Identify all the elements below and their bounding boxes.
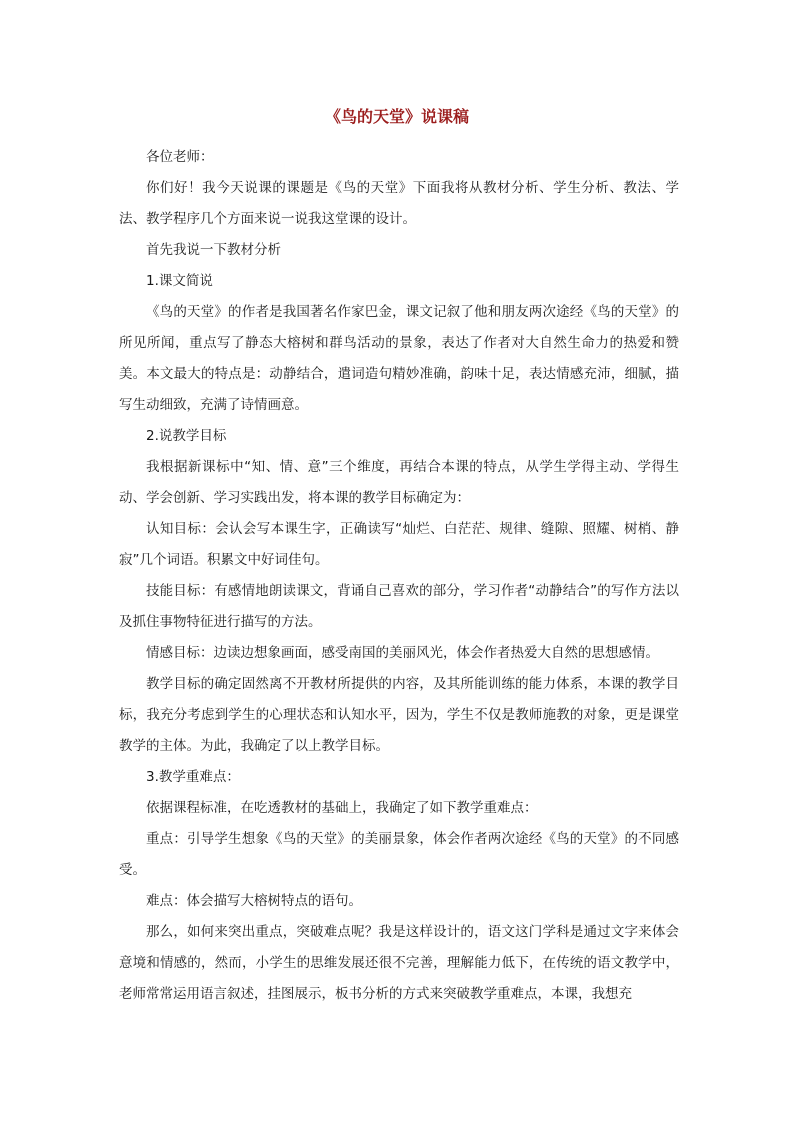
heading-2: 2.说教学目标 [146, 428, 227, 444]
paragraph-difficult-point: 难点：体会描写大榕树特点的语句。 [146, 893, 362, 909]
heading-1: 1.课文简说 [146, 273, 213, 289]
paragraph-skill-goal: 技能目标：有感情地朗读课文，背诵自己喜欢的部分，学习作者“动静结合”的写作方法以及抓住事物特征进行描写的方法。 [119, 583, 679, 630]
paragraph-text-summary: 《鸟的天堂》的作者是我国著名作家巴金，课文记叙了他和朋友两次途经《鸟的天堂》的所见所闻，重点写了静态大榕树和群鸟活动的景象，表达了作者对大自然生命力的热爱和赞美。本文最大的特点是：动静结合，遣词造句精妙准确，韵味十足，表达情感充沛，细腻，描写生动细致，充满了诗情画意。 [119, 304, 679, 413]
paragraph-goals-rationale: 教学目标的确定固然离不开教材所提供的内容，及其所能训练的能力体系，本课的教学目标，我充分考虑到学生的心理状态和认知水平，因为，学生不仅是教师施教的对象，更是课堂教学的主体。为此，我确定了以上教学目标。 [119, 676, 679, 754]
paragraph-goals-intro: 我根据新课标中“知、情、意”三个维度，再结合本课的特点，从学生学得主动、学得生动、学会创新、学习实践出发，将本课的教学目标确定为： [119, 459, 679, 506]
paragraph-difficulty-intro: 依据课程标准，在吃透教材的基础上，我确定了如下教学重难点： [146, 800, 538, 816]
paragraph-cognitive-goal: 认知目标：会认会写本课生字，正确读写“灿烂、白茫茫、规律、缝隙、照耀、树梢、静寂”几个词语。积累文中好词佳句。 [119, 521, 679, 568]
heading-3: 3.教学重难点： [146, 769, 240, 785]
paragraph-greeting: 各位老师： [146, 149, 214, 165]
paragraph-intro: 你们好！我今天说课的课题是《鸟的天堂》下面我将从教材分析、学生分析、教法、学法、教学程序几个方面来说一说我这堂课的设计。 [119, 180, 679, 227]
document-title: 《鸟的天堂》说课稿 [324, 107, 469, 126]
paragraph-approach: 那么，如何来突出重点，突破难点呢？我是这样设计的，语文这门学科是通过文字来体会意境和情感的，然而，小学生的思维发展还很不完善，理解能力低下，在传统的语文教学中，老师常常运用语言叙述，挂图展示，板书分析的方式来突破教学重难点，本课，我想充 [119, 924, 679, 1002]
document-body [119, 142, 679, 1010]
paragraph-section-heading: 首先我说一下教材分析 [146, 242, 281, 258]
paragraph-key-point: 重点：引导学生想象《鸟的天堂》的美丽景象，体会作者两次途经《鸟的天堂》的不同感受。 [119, 831, 679, 878]
paragraph-emotional-goal: 情感目标：边读边想象画面，感受南国的美丽风光，体会作者热爱大自然的思想感情。 [146, 645, 659, 661]
